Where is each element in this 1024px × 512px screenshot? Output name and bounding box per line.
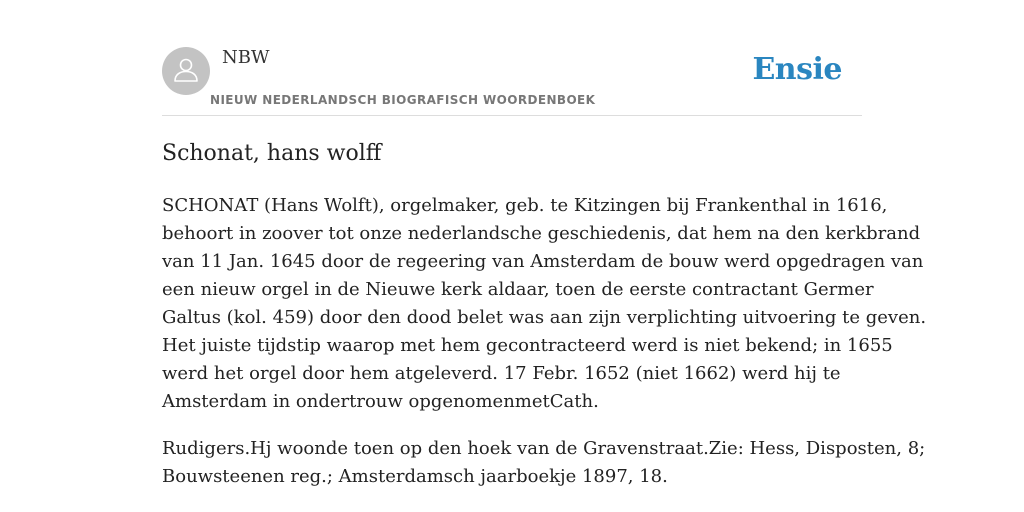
paragraph-line: Galtus (kol. 459) door den dood belet was aan zijn verplichting uitvoering te geven. <box>162 307 927 328</box>
paragraph-line: Amsterdam in ondertrouw opgenomenmetCath. <box>162 391 599 412</box>
paragraph-line: van 11 Jan. 1645 door de regeering van Amsterdam de bouw werd opgedragen van <box>162 251 924 272</box>
paragraph-line: SCHONAT (Hans Wolft), orgelmaker, geb. te Kitzingen bij Frankenthal in 1616, <box>162 195 888 216</box>
paragraph-line: behoort in zoover tot onze nederlandsche geschiedenis, dat hem na den kerkbrand <box>162 223 921 244</box>
paragraph-line: werd het orgel door hem atgeleverd. 17 Febr. 1652 (niet 1662) werd hij te <box>162 363 841 384</box>
user-icon <box>162 47 210 95</box>
paragraph-line: Rudigers.Hj woonde toen op den hoek van de Gravenstraat.Zie: Hess, Disposten, 8; <box>162 438 926 459</box>
source-short-name[interactable]: NBW <box>222 47 270 68</box>
paragraph-line: een nieuw orgel in de Nieuwe kerk aldaar, toen de eerste contractant Germer <box>162 279 874 300</box>
article-paragraph <box>162 435 925 491</box>
paragraph-line: Het juiste tijdstip waarop met hem gecontracteerd werd is niet bekend; in 1655 <box>162 335 893 356</box>
brand-logo[interactable]: Ensie <box>752 52 842 87</box>
article-title: Schonat, hans wolff <box>162 141 382 166</box>
article-paragraph <box>162 192 926 416</box>
source-avatar[interactable] <box>162 47 210 95</box>
paragraph-line: Bouwsteenen reg.; Amsterdamsch jaarboekje 1897, 18. <box>162 466 668 487</box>
source-header <box>162 46 862 116</box>
source-full-name: NIEUW NEDERLANDSCH BIOGRAFISCH WOORDENBOEK <box>210 93 596 107</box>
